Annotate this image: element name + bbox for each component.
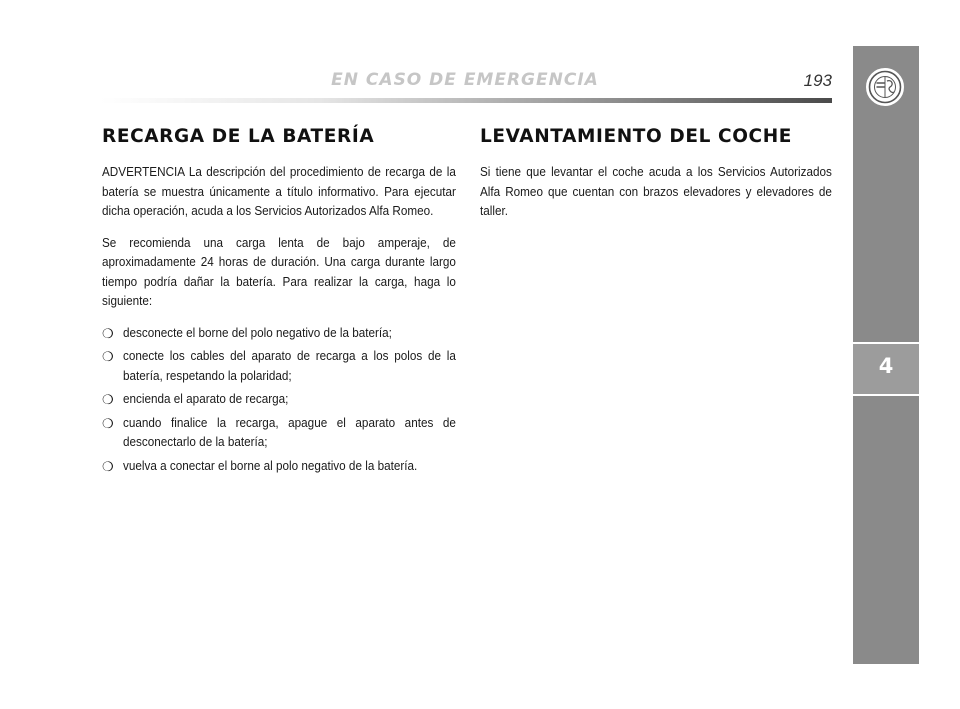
list-item-text: cuando finalice la recarga, apague el aparato antes de desconectarlo de la batería; [123,415,456,449]
circle-bullet-icon: ❍ [102,392,114,407]
intro-paragraph: Se recomienda una carga lenta de bajo amperaje, de aproximadamente 24 horas de duración. Una carga durante largo tiempo podría dañar la batería. Para realizar la carga, haga lo siguiente: [102,235,456,308]
right-column [480,126,832,234]
circle-bullet-icon: ❍ [102,325,114,341]
list-item [102,324,456,344]
list-item [102,457,456,477]
lifting-paragraph: Si tiene que levantar el coche acuda a los Servicios Autorizados Alfa Romeo que cuentan con brazos elevadores y elevadores de taller. [480,165,832,218]
side-tab-bottom [853,396,919,664]
steps-list [102,324,456,477]
chapter-number: 4 [878,354,894,378]
list-item-text: encienda el aparato de recarga; [123,392,289,406]
list-item [102,414,456,453]
left-column [102,126,456,480]
page-number: 193 [803,71,832,90]
list-item-text: desconecte el borne del polo negativo de la batería; [123,325,392,340]
brand-logo-icon [865,67,905,107]
list-item-text: vuelva a conectar el borne al polo negativo de la batería. [123,458,418,473]
warning-paragraph: ADVERTENCIA La descripción del procedimiento de recarga de la batería se muestra únicamente a título informativo. Para ejecutar dicha operación, acuda a los Servicios Autorizados Alfa Romeo. [102,165,456,218]
header-rule [100,98,832,103]
page-header-title: EN CASO DE EMERGENCIA [331,70,599,90]
section-heading-battery: RECARGA DE LA BATERÍA [102,126,375,147]
circle-bullet-icon: ❍ [102,458,114,474]
list-item-text: conecte los cables del aparato de recarga a los polos de la batería, respetando la polaridad; [123,349,456,383]
circle-bullet-icon: ❍ [102,415,114,431]
circle-bullet-icon: ❍ [102,349,114,364]
section-heading-lifting: LEVANTAMIENTO DEL COCHE [480,126,793,147]
list-item [102,347,456,386]
list-item [102,390,456,410]
